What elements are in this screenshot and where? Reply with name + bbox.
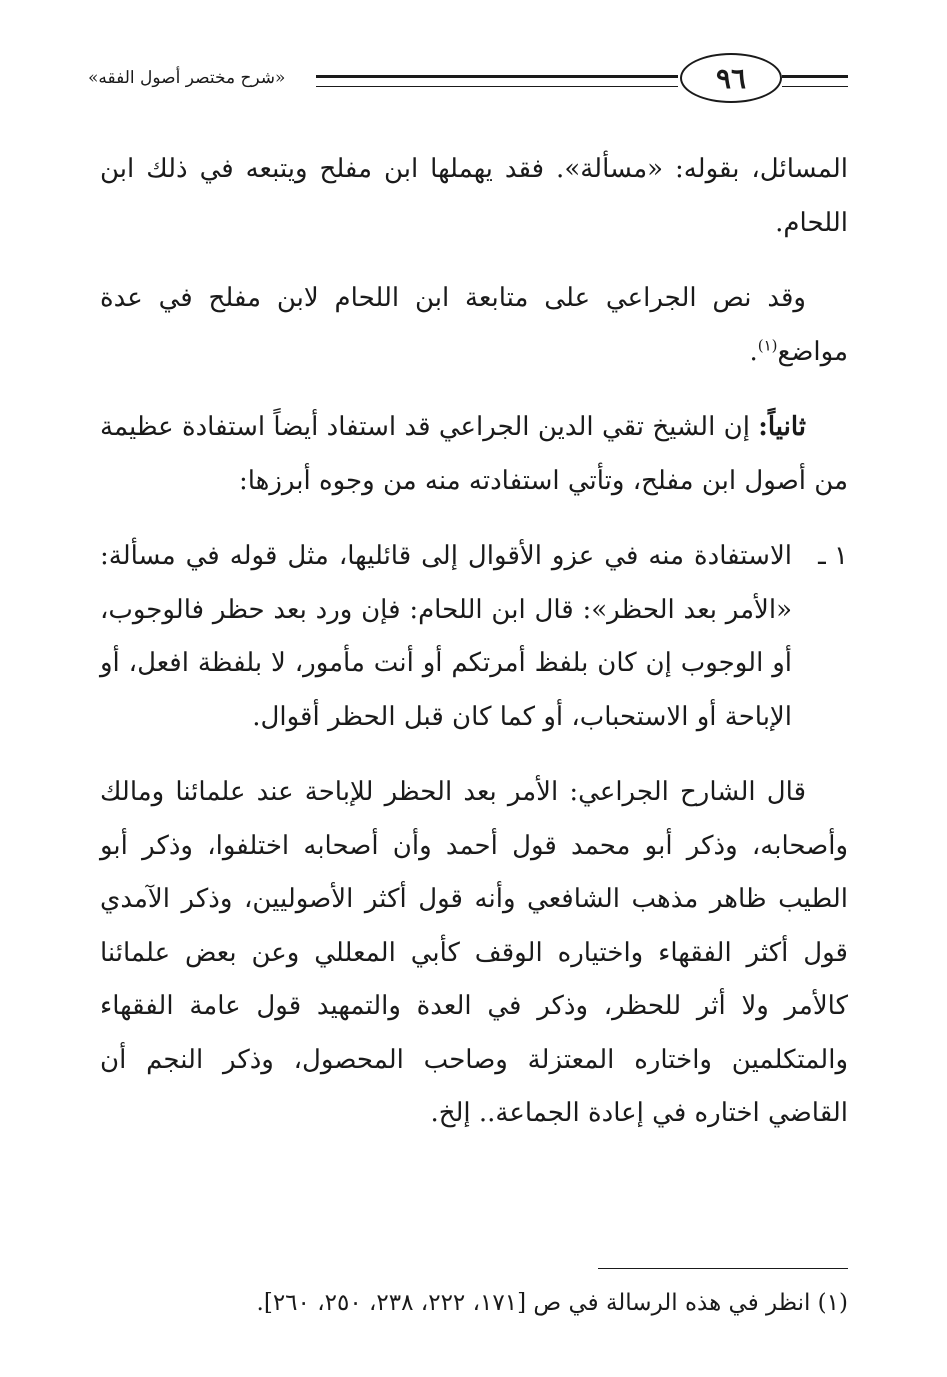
paragraph-4: قال الشارح الجراعي: الأمر بعد الحظر للإباحة عند علمائنا ومالك وأصحابه، وذكر أبو محمد قول أحمد وأن أصحابه اختلفوا، وذكر أبو الطيب ظاهر مذهب الشافعي وأنه قول أكثر الأصوليين، وذكر الآمدي قول أكثر الفقهاء واختياره الوقف كأبي المعللي وعن بعض علمائنا كالأمر ولا أثر للحظر، وذكر في العدة والتمهيد قول عامة الفقهاء والمتكلمين واختاره المعتزلة وصاحب المحصول، وذكر النجم أن القاضي اختاره في إعادة الجماعة.. إلخ. xyxy=(100,777,848,1128)
footnote-separator xyxy=(598,1268,848,1269)
paragraph-2-text: وقد نص الجراعي على متابعة ابن اللحام لابن مفلح في عدة مواضع xyxy=(100,283,848,367)
list-item-number: ١ ـ xyxy=(818,541,848,571)
header-rule-right xyxy=(782,75,848,87)
list-item-text: الاستفادة منه في عزو الأقوال إلى قائليها، مثل قوله في مسألة: «الأمر بعد الحظر»: قال ابن اللحام: فإن ورد بعد حظر فالوجوب، أو الوجوب إن كان بلفظ أمرتكم أو أنت مأمور، لا بلفظة افعل، أو الإباحة أو الاستحباب، أو كما كان قبل الحظر أقوال. xyxy=(100,541,792,732)
list-item xyxy=(100,530,848,744)
paragraph-2-end: . xyxy=(749,336,758,367)
paragraph-3-heading: ثانياً: xyxy=(758,412,806,442)
running-title: «شرح مختصر أصول الفقه» xyxy=(88,68,286,88)
page-header xyxy=(0,50,947,110)
paragraph-2 xyxy=(100,272,848,379)
page-body xyxy=(100,143,848,1141)
paragraph-1: المسائل، بقوله: «مسألة». فقد يهملها ابن مفلح ويتبعه في ذلك ابن اللحام. xyxy=(100,154,848,238)
paragraph-3-text: إن الشيخ تقي الدين الجراعي قد استفاد أيضاً استفادة عظيمة من أصول ابن مفلح، وتأتي استفادته منه من وجوه أبرزها: xyxy=(100,412,848,496)
footnote-reference: (١) xyxy=(757,335,778,354)
paragraph-3 xyxy=(100,401,848,508)
footnote: (١) انظر في هذه الرسالة في ص [١٧١، ٢٢٢، ٢٣٨، ٢٥٠، ٢٦٠]. xyxy=(256,1290,848,1316)
page-number: ٩٦ xyxy=(680,53,782,103)
header-rule-left xyxy=(316,75,678,87)
